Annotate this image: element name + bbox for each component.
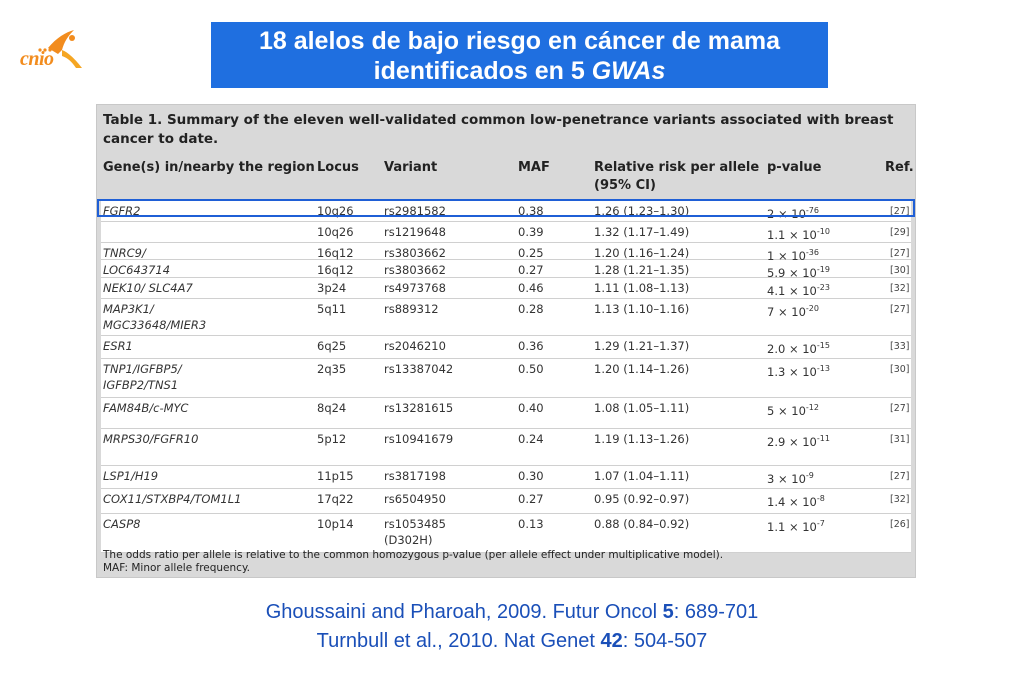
cell-maf: 0.46 bbox=[518, 281, 544, 295]
reference-2: Turnbull et al., 2010. Nat Genet 42: 504-507 bbox=[316, 630, 708, 652]
cell-gene: MRPS30/FGFR10 bbox=[103, 432, 199, 446]
cell-p-value: $1.1 \times 10^{-7}$ bbox=[767, 519, 825, 534]
table-row bbox=[101, 336, 911, 359]
cell-maf: 0.50 bbox=[518, 362, 544, 376]
table-row bbox=[101, 260, 911, 278]
cell-rr: 1.28 (1.21–1.35) bbox=[594, 263, 690, 277]
cell-variant: rs4973768 bbox=[384, 281, 446, 295]
header-maf: MAF bbox=[518, 160, 550, 175]
cell-gene: FGFR2 bbox=[103, 204, 141, 218]
cell-maf: 0.36 bbox=[518, 339, 544, 353]
cell-rr: 1.26 (1.23–1.30) bbox=[594, 204, 690, 218]
cell-maf: 0.13 bbox=[518, 517, 544, 531]
cell-gene: MAP3K1/ bbox=[103, 302, 154, 316]
cell-variant: rs3817198 bbox=[384, 469, 446, 483]
cell-ref: [30] bbox=[890, 265, 910, 276]
table-row bbox=[101, 398, 911, 429]
cell-maf: 0.30 bbox=[518, 469, 544, 483]
cell-variant: rs889312 bbox=[384, 302, 439, 316]
cell-p-value: $1 \times 10^{-36}$ bbox=[767, 248, 819, 263]
cell-p-value: $4.1 \times 10^{-23}$ bbox=[767, 283, 830, 298]
cell-gene: TNP1/IGFBP5/ bbox=[103, 362, 182, 376]
cell-ref: [27] bbox=[890, 248, 910, 259]
cell-locus: 5p12 bbox=[317, 432, 347, 446]
cell-ref: [33] bbox=[890, 341, 910, 352]
cell-rr: 1.11 (1.08–1.13) bbox=[594, 281, 690, 295]
cell-maf: 0.39 bbox=[518, 225, 544, 239]
cell-p-value: $1.4 \times 10^{-8}$ bbox=[767, 494, 825, 509]
cell-rr: 1.07 (1.04–1.11) bbox=[594, 469, 690, 483]
cell-locus: 5q11 bbox=[317, 302, 347, 316]
variants-table bbox=[96, 104, 916, 578]
cell-maf: 0.27 bbox=[518, 492, 544, 506]
cell-variant-line-2: (D302H) bbox=[384, 533, 433, 547]
cell-gene: FAM84B/c-MYC bbox=[103, 401, 189, 415]
cell-ref: [31] bbox=[890, 434, 910, 445]
cell-locus: 11p15 bbox=[317, 469, 354, 483]
cell-ref: [30] bbox=[890, 364, 910, 375]
table-row bbox=[101, 243, 911, 263]
reference-1: Ghoussaini and Pharoah, 2009. Futur Oncol 5: 689-701 bbox=[265, 601, 759, 623]
cell-gene: ESR1 bbox=[103, 339, 133, 353]
table-row bbox=[101, 514, 911, 553]
title-line-2: identificados en 5 GWAs bbox=[373, 57, 666, 85]
table-row bbox=[101, 489, 911, 514]
cell-p-value: $1.1 \times 10^{-10}$ bbox=[767, 227, 830, 242]
cell-variant: rs13387042 bbox=[384, 362, 454, 376]
table-body bbox=[101, 201, 911, 553]
cell-gene: TNRC9/ bbox=[103, 246, 146, 260]
cell-p-value: $7 \times 10^{-20}$ bbox=[767, 304, 819, 319]
cell-rr: 1.19 (1.13–1.26) bbox=[594, 432, 690, 446]
cell-gene: COX11/STXBP4/TOM1L1 bbox=[103, 492, 242, 506]
title-emphasis: GWAs bbox=[591, 57, 666, 85]
cell-gene: LOC643714 bbox=[103, 263, 171, 277]
cell-ref: [26] bbox=[890, 519, 910, 530]
cell-locus: 10q26 bbox=[317, 225, 354, 239]
cell-ref: [27] bbox=[890, 403, 910, 414]
cell-variant: rs3803662 bbox=[384, 246, 446, 260]
cell-maf: 0.27 bbox=[518, 263, 544, 277]
cell-maf: 0.40 bbox=[518, 401, 544, 415]
cell-gene: NEK10/ SLC4A7 bbox=[103, 281, 193, 295]
cell-ref: [32] bbox=[890, 494, 910, 505]
cell-variant: rs1053485 bbox=[384, 517, 446, 531]
cell-gene-line-2: IGFBP2/TNS1 bbox=[103, 378, 179, 392]
header-locus: Locus bbox=[317, 160, 359, 175]
table-caption: Table 1. Summary of the eleven well-validated common low-penetrance variants associated with breast cancer to date. bbox=[103, 112, 894, 147]
header-variant: Variant bbox=[384, 160, 438, 175]
cell-rr: 0.88 (0.84–0.92) bbox=[594, 517, 690, 531]
header-p-value: p-value bbox=[767, 160, 822, 175]
table-footnote bbox=[103, 549, 909, 575]
cell-locus: 2q35 bbox=[317, 362, 347, 376]
header-gene: Gene(s) in/nearby the region bbox=[103, 160, 315, 175]
cell-locus: 10q26 bbox=[317, 204, 354, 218]
footnote-line-1: The odds ratio per allele is relative to the common homozygous p-value (per allele effect under multiplicative model). bbox=[103, 549, 724, 561]
table-row bbox=[101, 299, 911, 336]
cell-ref: [27] bbox=[890, 206, 910, 217]
cell-gene: CASP8 bbox=[103, 517, 141, 531]
cell-p-value: $5 \times 10^{-12}$ bbox=[767, 403, 819, 418]
cell-variant: rs10941679 bbox=[384, 432, 454, 446]
cell-rr: 1.08 (1.05–1.11) bbox=[594, 401, 690, 415]
table-row bbox=[101, 429, 911, 466]
cell-variant: rs3803662 bbox=[384, 263, 446, 277]
cell-rr: 1.13 (1.10–1.16) bbox=[594, 302, 690, 316]
table-row bbox=[101, 201, 911, 222]
cell-locus: 3p24 bbox=[317, 281, 347, 295]
table-row bbox=[101, 359, 911, 398]
cell-variant: rs13281615 bbox=[384, 401, 454, 415]
table-row bbox=[101, 466, 911, 489]
footnote-line-2: MAF: Minor allele frequency. bbox=[103, 562, 250, 574]
cell-maf: 0.28 bbox=[518, 302, 544, 316]
table-header bbox=[97, 155, 915, 201]
table-row bbox=[101, 222, 911, 243]
cell-p-value: $5.9 \times 10^{-19}$ bbox=[767, 265, 830, 280]
cell-ref: [27] bbox=[890, 471, 910, 482]
cell-p-value: $1.3 \times 10^{-13}$ bbox=[767, 364, 830, 379]
header-ref: Ref. bbox=[885, 160, 914, 175]
cell-locus: 8q24 bbox=[317, 401, 347, 415]
cell-ref: [32] bbox=[890, 283, 910, 294]
cell-variant: rs1219648 bbox=[384, 225, 446, 239]
cell-p-value: $2.0 \times 10^{-15}$ bbox=[767, 341, 830, 356]
logo-wordmark: cnio bbox=[20, 48, 54, 70]
cell-locus: 17q22 bbox=[317, 492, 354, 506]
cell-locus: 16q12 bbox=[317, 263, 354, 277]
cell-variant: rs6504950 bbox=[384, 492, 446, 506]
header-relative-risk: Relative risk per allele (95% CI) bbox=[594, 160, 760, 193]
cell-p-value: $2 \times 10^{-76}$ bbox=[767, 206, 819, 221]
cell-maf: 0.24 bbox=[518, 432, 544, 446]
cell-ref: [27] bbox=[890, 304, 910, 315]
cell-rr: 0.95 (0.92–0.97) bbox=[594, 492, 690, 506]
cell-gene: LSP1/H19 bbox=[103, 469, 159, 483]
cell-maf: 0.25 bbox=[518, 246, 544, 260]
cell-ref: [29] bbox=[890, 227, 910, 238]
cell-gene-line-2: MGC33648/MIER3 bbox=[103, 318, 207, 332]
title-line-1: 18 alelos de bajo riesgo en cáncer de mama bbox=[258, 27, 781, 55]
slide-title bbox=[211, 22, 828, 88]
references bbox=[0, 598, 1024, 656]
table-row bbox=[101, 278, 911, 299]
cell-rr: 1.20 (1.14–1.26) bbox=[594, 362, 690, 376]
cell-locus: 10p14 bbox=[317, 517, 354, 531]
cell-locus: 16q12 bbox=[317, 246, 354, 260]
cell-maf: 0.38 bbox=[518, 204, 544, 218]
cell-locus: 6q25 bbox=[317, 339, 347, 353]
cell-p-value: $2.9 \times 10^{-11}$ bbox=[767, 434, 830, 449]
cell-variant: rs2046210 bbox=[384, 339, 446, 353]
cell-rr: 1.20 (1.16–1.24) bbox=[594, 246, 690, 260]
cell-rr: 1.32 (1.17–1.49) bbox=[594, 225, 690, 239]
cnio-logo bbox=[18, 26, 88, 76]
cell-p-value: $3 \times 10^{-9}$ bbox=[767, 471, 814, 486]
cell-rr: 1.29 (1.21–1.37) bbox=[594, 339, 690, 353]
cell-variant: rs2981582 bbox=[384, 204, 446, 218]
